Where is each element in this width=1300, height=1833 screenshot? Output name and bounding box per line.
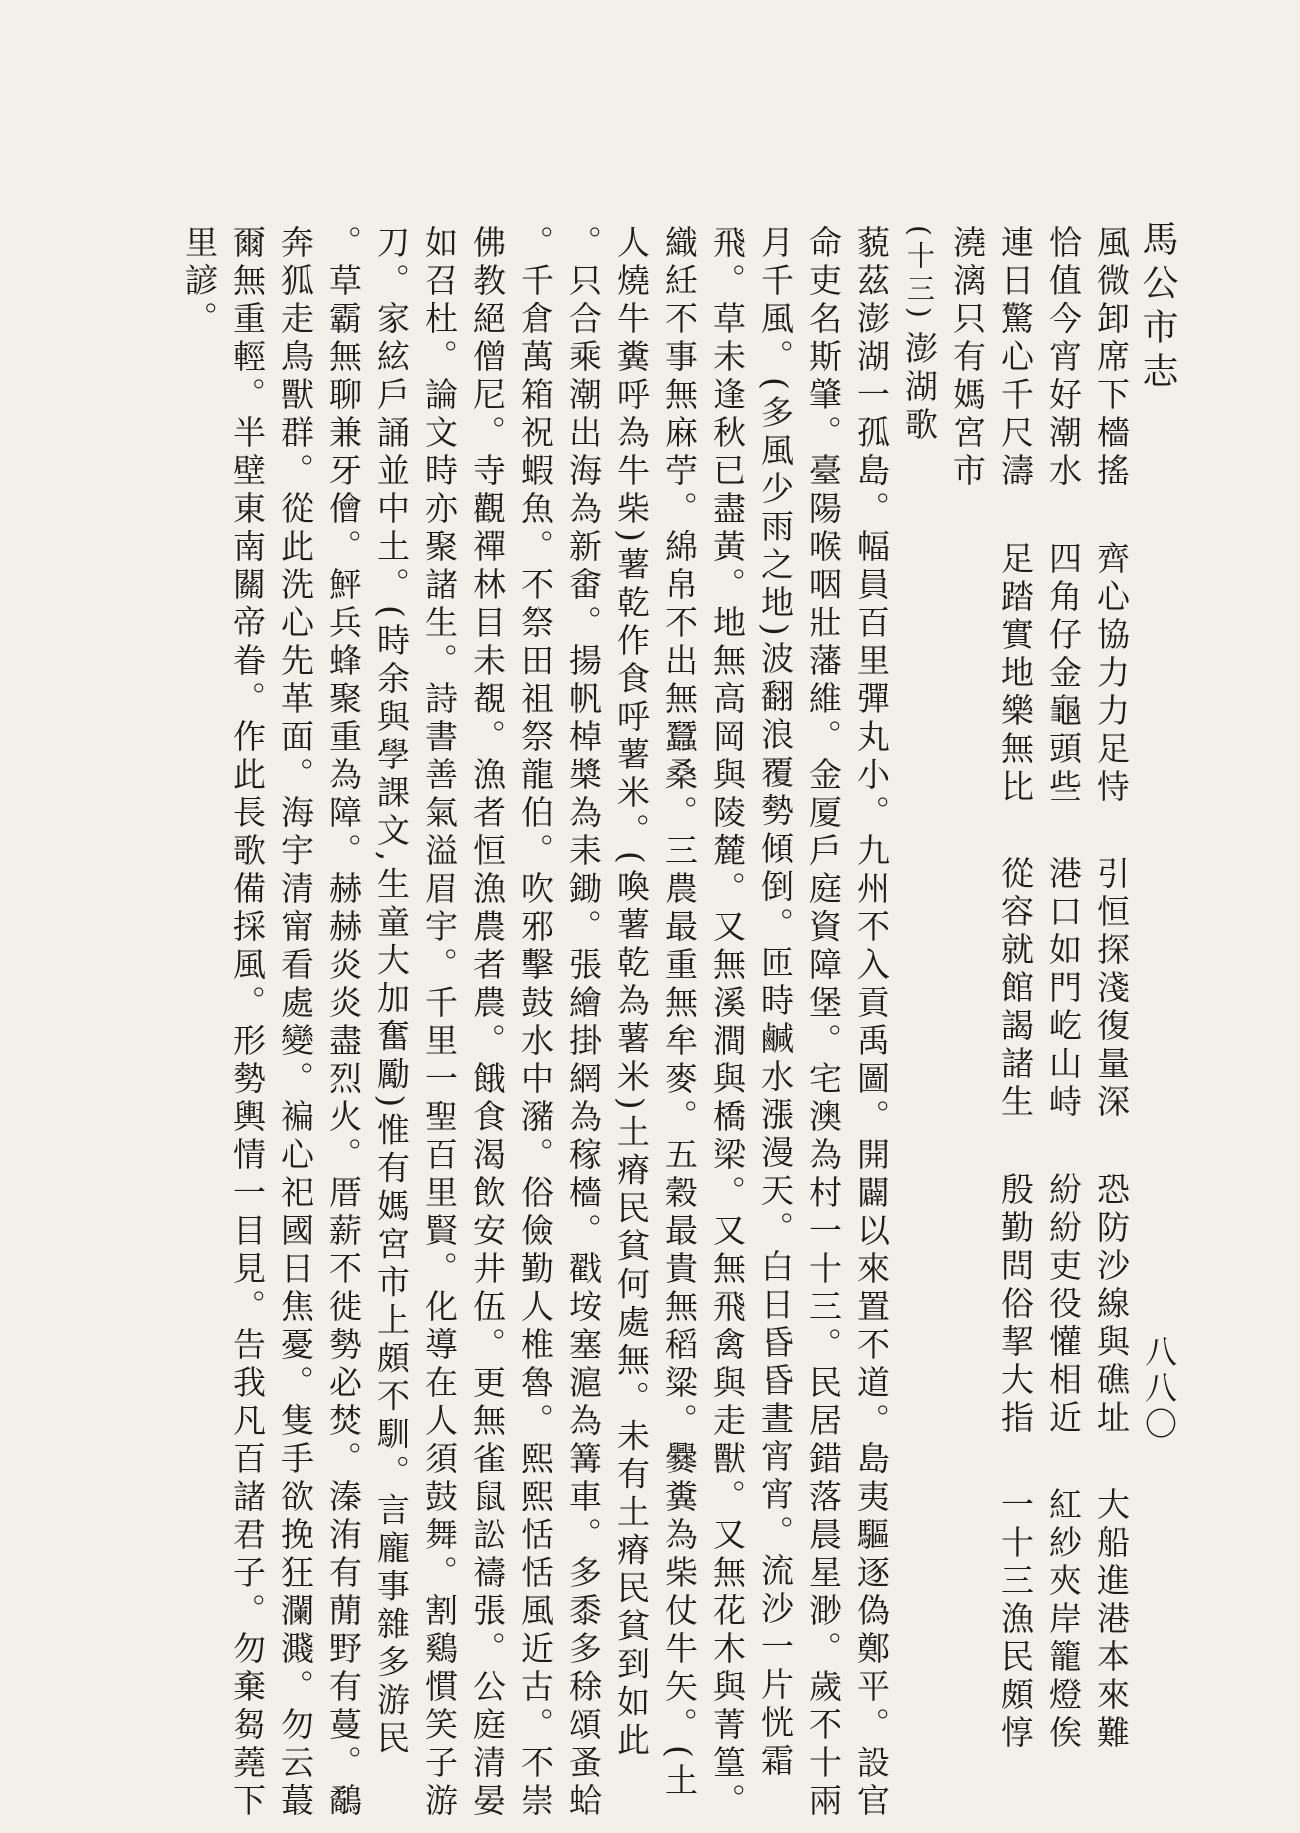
poem-segment: 風微卸席下檣搖 <box>1092 225 1131 491</box>
poem-line <box>1039 225 1087 1805</box>
poem-segment: 恐防沙線與礁址 <box>1092 1171 1131 1438</box>
poem-segment: 從容就館謁諸生 <box>996 856 1035 1122</box>
poem-segment: 連日驚心千尺濤 <box>996 225 1035 491</box>
text-column: 人燒牛糞呼為牛柴)薯乾作食呼薯米。(喚薯乾為薯米)土瘠民貧何處無。未有土瘠民貧到如此 <box>612 225 651 1761</box>
text-column: 命吏名斯肇。臺陽喉咽壯藩維。金厦戶庭資障堡。宅澳為村一十三。民居錯落晨星渺。歲不十兩 <box>804 225 843 1821</box>
text-column: 如召杜。論文時亦聚諸生。詩書善氣溢眉宇。千里一聖百里賢。化導在人須鼓舞。割鷄慣笑子游 <box>420 225 459 1821</box>
poem-line <box>943 225 991 1805</box>
poem-segment: 大船進港本來難 <box>1092 1487 1131 1753</box>
text-column: 飛。草未逢秋已盡黃。地無高岡與陵麓。又無溪澗與橋梁。又無飛禽與走獸。又無花木與菁篁。 <box>708 225 747 1821</box>
text-column: 奔狐走鳥獸群。從此洗心先革面。海宇清甯看處變。褊心祀國日焦憂。隻手欲挽狂瀾濺。勿云蕞 <box>276 225 315 1821</box>
poem-segment: 紅紗夾岸籠燈俟 <box>1044 1487 1083 1753</box>
poem-segment: 齊心協力力足恃 <box>1092 540 1131 807</box>
page-number: 八八〇 <box>1140 1335 1178 1443</box>
poem-line <box>1087 225 1135 1805</box>
text-column: 月千風。(多風少雨之地)波翻浪覆勢傾倒。匝時鹹水漲漫天。白日昏昏晝宵宵。流沙一片恍霜 <box>756 225 795 1781</box>
text-column: 藐茲澎湖一孤島。幅員百里彈丸小。九州不入貢禹圖。開闢以來置不道。島夷驅逐偽鄭平。設官 <box>852 225 891 1821</box>
section-number: (十三) <box>903 225 936 323</box>
poem-segment: 澆漓只有媽宮市 <box>948 225 987 491</box>
poem-segment: 殷勤問俗挈大指 <box>996 1171 1035 1438</box>
poem-segment: 紛紛吏役懽相近 <box>1044 1171 1083 1438</box>
poem-line <box>991 225 1039 1805</box>
section-heading <box>895 225 943 1805</box>
poem-segment: 四角仔金龜頭些 <box>1044 540 1083 807</box>
poem-segment: 恰值今宵好潮水 <box>1044 225 1083 491</box>
text-column: 織紝不事無麻苧。綿帛不出無蠶桑。三農最重無牟麥。五穀最貴無稻粱。爨糞為柴仗牛矢。(土 <box>660 225 699 1801</box>
poem-segment: 一十三漁民頗惇 <box>996 1487 1035 1753</box>
main-text <box>115 225 1135 1821</box>
text-column: 刀。家絃戶誦並中土。(時余與學課文,生童大加奮勵)惟有媽宮市上頗不馴。言龐事雜多游民 <box>372 225 411 1759</box>
book-title: 馬公市志 <box>1137 220 1178 396</box>
poem-segment: 港口如門屹山峙 <box>1044 856 1083 1122</box>
text-column: 。草霸無聊兼牙儈。鮃兵蜂聚重為障。赫赫炎炎盡烈火。厝薪不徙勢必焚。溱洧有蕑野有蔓。鷸 <box>324 225 363 1821</box>
text-column: 里諺。 <box>180 225 219 339</box>
text-column: 佛教絕僧尼。寺觀禪林目未覩。漁者恒漁農者農。餓食渴飲安井伍。更無雀鼠訟禱張。公庭清晏 <box>468 225 507 1821</box>
text-column: 。千倉萬箱祝蝦魚。不祭田祖祭龍伯。吹邪擊鼓水中瀦。俗儉勤人椎魯。熙熙恬恬風近古。不崇 <box>516 225 555 1821</box>
text-column: 爾無重輕。半壁東南關帝眷。作此長歌備採風。形勢輿情一目見。告我凡百諸君子。勿棄芻蕘下 <box>228 225 267 1821</box>
text-column: 。只合乘潮出海為新畬。揚帆棹槳為耒鋤。張繪掛網為稼檣。戳垵塞滬為篝車。多黍多稌頌蚤蛤 <box>564 225 603 1821</box>
poem-segment: 引恒探淺復量深 <box>1092 856 1131 1122</box>
poem-segment: 足踏實地樂無比 <box>996 540 1035 807</box>
section-title: 澎湖歌 <box>900 330 939 445</box>
